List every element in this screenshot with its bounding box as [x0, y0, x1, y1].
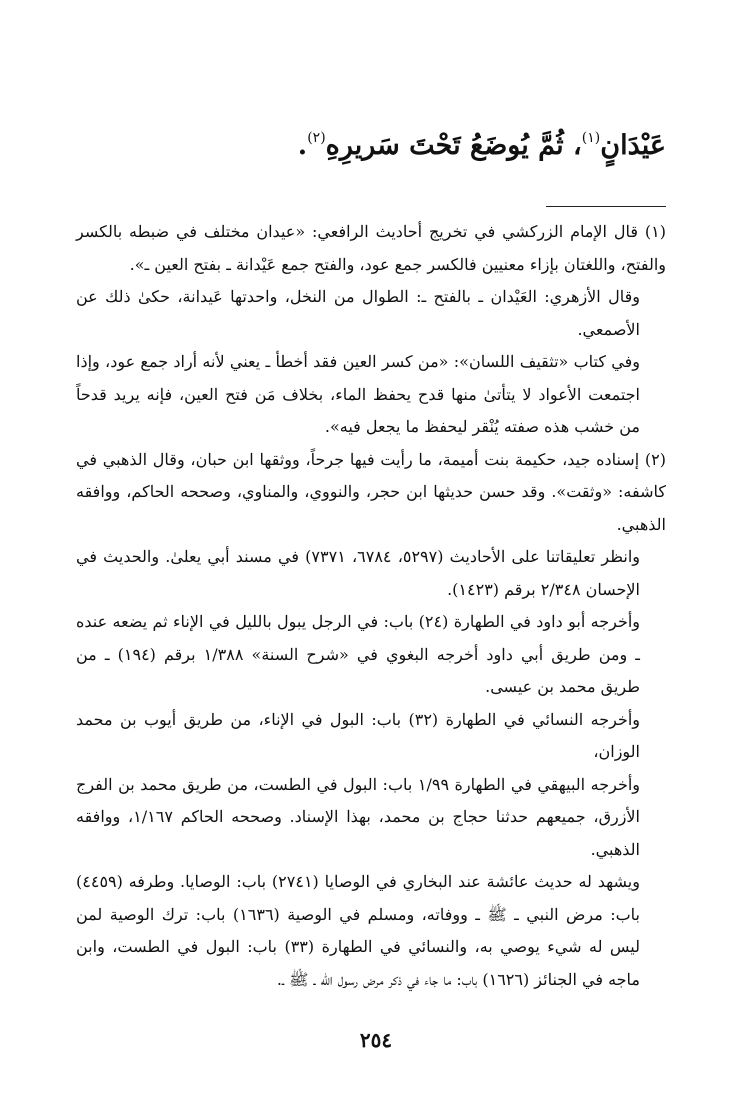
hadith-continuation: ، ثُمَّ يُوضَعُ تَحْتَ سَريرِهِ — [325, 130, 582, 161]
footnote-1-paragraph: وقال الأزهري: العَيْدان ـ بالفتح ـ: الطوال من النخل، واحدتها عَيدانة، حكىٰ ذلك عن الأصمعي. — [76, 287, 640, 339]
page-number: ٢٥٤ — [359, 1028, 393, 1052]
footnote-2-paragraph: وأخرجه أبو داود في الطهارة (٢٤) باب: في الرجل يبول بالليل في الإناء ثم يضعه عنده ـ ومن طريق أبي داود أخرجه البغوي في «شرح السنة» ١/٣٨٨ برقم (١٩٤) ـ من طريق محمد بن عيسى. — [76, 612, 641, 696]
footnote-2-paragraph: (٢) إسناده جيد، حكيمة بنت أميمة، ما رأيت فيها جرحاً، ووثقها ابن حبان، وقال الذهبي في كاشفه: «وثقت». وقد حسن حديثها ابن حجر، والنووي، والمناوي، وصححه الحاكم، ووافقه الذهبي. — [76, 449, 667, 534]
hadith-text — [66, 118, 666, 166]
hadith-word: عَيْدَانٍ — [600, 130, 666, 161]
footnotes — [76, 216, 666, 996]
footnote-2-paragraph: وانظر تعليقاتنا على الأحاديث (٥٢٩٧، ٦٧٨٤، ٧٣٧١) في مسند أبي يعلىٰ. والحديث في الإحسان ٢/٣٤٨ برقم (١٤٢٣). — [76, 547, 640, 599]
hadith-end: . — [297, 130, 308, 161]
footnote-1-paragraph: وفي كتاب «تثقيف اللسان»: «من كسر العين فقد أخطأ ـ يعني لأنه أراد جمع عود، وإذا اجتمعت الأعواد لا يتأتىٰ منها قدح يحفظ الماء، بخلاف مَن فتح العين، فإنه يريد قدحاً من خشب هذه صفته يُنْقر ليحفظ ما يجعل فيه». — [76, 352, 640, 436]
footnote-1-paragraph: (١) قال الإمام الزركشي في تخريج أحاديث الرافعي: «عيدان مختلف في ضبطه بالكسر والفتح، واللغتان بإزاء معنيين فالكسر جمع عود، والفتح جمع عَيْدانة ـ بفتح العين ـ». — [76, 222, 666, 274]
footnote-2-paragraph: وأخرجه النسائي في الطهارة (٣٢) باب: البول في الإناء، من طريق أيوب بن محمد الوزان، — [76, 709, 640, 761]
footnote-2-paragraph: ويشهد له حديث عائشة عند البخاري في الوصايا (٢٧٤١) باب: الوصايا. وطرفه (٤٤٥٩) باب: مرض النبي ـ ﷺ ـ ووفاته، ومسلم في الوصية (١٦٣٦) باب: ترك الوصية لمن ليس له شيء يوصي به، والنسائي في الطهارة (٣٣) باب: البول في الطست، وابن ماجه في الجنائز (١٦٢٦) باب: ما جاء في ذكر مرض رسول الله ـ ﷺ ـ. — [76, 872, 641, 989]
footnote-ref-2: (٢) — [307, 130, 326, 146]
footnote-ref-1: (١) — [581, 130, 601, 146]
footnote-separator — [546, 206, 666, 207]
footnote-2-paragraph: وأخرجه البيهقي في الطهارة ١/٩٩ باب: البول في الطست، من طريق محمد بن الفرج الأزرق، جميعهم حدثنا حجاج بن محمد، بهذا الإسناد. وصححه الحاكم ١/١٦٧، ووافقه الذهبي. — [76, 774, 641, 859]
